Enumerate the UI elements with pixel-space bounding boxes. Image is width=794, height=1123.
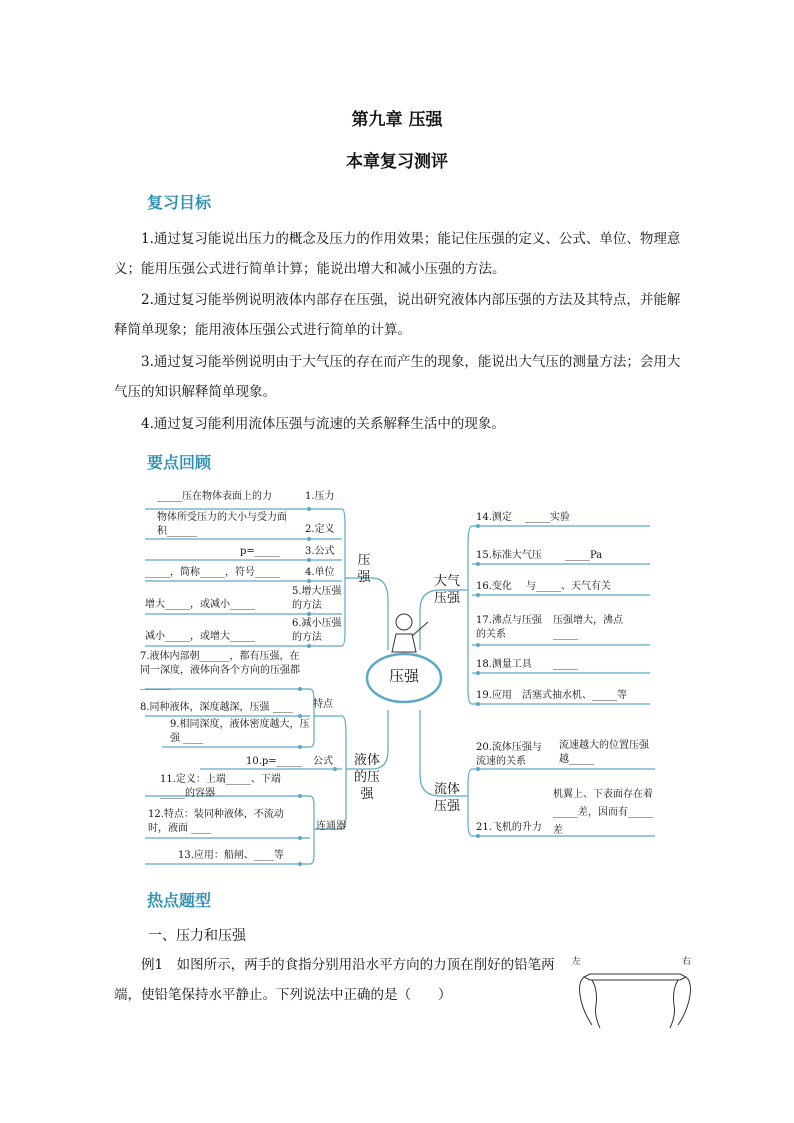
atm-label-18: 18.测量工具 — [476, 659, 532, 670]
atm-label-16: 16.变化 — [476, 581, 512, 592]
pencil-figure — [570, 950, 700, 1035]
atm-desc-16: 与_____、天气有关 — [526, 581, 611, 592]
goal-item-2: 2.通过复习能举例说明液体内部存在压强，说出研究液体内部压强的方法及其特点，并能解释简单现象；能用液体压强公式进行简单的计算。 — [114, 292, 681, 338]
atm-label-19: 19.应用 — [476, 690, 512, 701]
atm-label-17: 17.沸点与压强的关系 — [476, 615, 542, 640]
review-goals-heading: 复习目标 — [147, 193, 212, 212]
fluid-label-20: 20.流体压强与流速的关系 — [476, 742, 542, 767]
solid-label-5: 5.增大压强的方法 — [292, 586, 342, 611]
teacher-figure-icon — [392, 614, 428, 652]
atm-desc-14: _____实验 — [525, 512, 570, 523]
liquid-sub-connected-vessel: 连通器 — [316, 821, 346, 832]
solid-desc-6: 减小_____，或增大_____ — [145, 631, 255, 642]
solid-label-4: 4.单位 — [305, 567, 335, 578]
key-points-heading: 要点回顾 — [147, 453, 212, 472]
atm-desc-18: _____ — [553, 659, 578, 670]
pencil-hands-icon — [570, 950, 700, 1035]
hot-topics-heading: 热点题型 — [147, 891, 212, 910]
figure-right-label: 右 — [682, 957, 692, 967]
liquid-item-7: 7.液体内部朝______，都有压强，在同一深度，液体向各个方向的压强都______ — [140, 651, 300, 690]
goal-item-1: 1.通过复习能说出压力的概念及压力的作用效果；能记住压强的定义、公式、单位、物理意义；能用压强公式进行简单计算；能说出增大和减小压强的方法。 — [114, 231, 681, 277]
topic-pressure-force: 一、压力和压强 — [148, 928, 246, 944]
solid-label-1: 1.压力 — [305, 491, 335, 502]
liquid-item-9: 9.相同深度，液体密度越大，压强 ____ — [170, 719, 310, 744]
solid-desc-2: 物体所受压力的大小与受力面积______ — [157, 512, 287, 537]
solid-desc-4: _____，简称_____，符号_____ — [145, 567, 280, 578]
branch-fluid-pressure: 流体压强 — [433, 782, 460, 814]
figure-left-label: 左 — [572, 957, 582, 967]
fluid-desc-20: 流速越大的位置压强越_____ — [559, 740, 649, 765]
solid-desc-3: p=_____ — [240, 546, 280, 557]
solid-label-2: 2.定义 — [305, 524, 335, 535]
atm-desc-19: 活塞式抽水机、_____等 — [522, 690, 627, 701]
fluid-desc-21: 机翼上、下表面存在着_____差，因而有_____差 — [553, 789, 653, 836]
solid-desc-1: _____压在物体表面上的力 — [157, 491, 272, 502]
goal-item-4: 4.通过复习能利用流体压强与流速的关系解释生活中的现象。 — [141, 416, 505, 432]
mind-map-center: 压强 — [388, 667, 419, 685]
liquid-sub-features: 特点 — [313, 699, 333, 710]
chapter-title: 第九章 压强 — [351, 110, 443, 130]
liquid-item-8: 8.同种液体，深度越深，压强 ____ — [140, 702, 293, 713]
page-subtitle: 本章复习测评 — [346, 152, 448, 172]
branch-solid-pressure: 压强 — [357, 553, 371, 585]
solid-label-6: 6.减小压强的方法 — [292, 618, 342, 643]
liquid-item-11: 11.定义：上端_____、下端_____的容器 — [160, 774, 281, 799]
atm-label-15: 15.标准大气压 — [476, 550, 542, 561]
liquid-item-10: 10.p=_____ — [246, 756, 302, 767]
atm-label-14: 14.测定 — [476, 512, 512, 523]
atm-desc-15: _____Pa — [565, 550, 603, 561]
goal-item-3: 3.通过复习能举例说明由于大气压的存在而产生的现象，能说出大气压的测量方法；会用大气压的知识解释简单现象。 — [114, 354, 681, 400]
liquid-item-12: 12.特点：装同种液体，不流动时，液面 ____ — [148, 809, 284, 834]
atm-desc-17: 压强增大，沸点_____ — [553, 615, 623, 640]
solid-desc-5: 增大_____，或减小_____ — [145, 599, 255, 610]
branch-liquid-pressure: 液体的压强 — [353, 753, 380, 802]
liquid-item-13: 13.应用：船闸、____等 — [178, 850, 284, 861]
liquid-sub-formula: 公式 — [313, 756, 333, 767]
example-1-question: 例1 如图所示，两手的食指分别用沿水平方向的力顶在削好的铅笔两端，使铅笔保持水平静止。下列说法中正确的是（ ） — [114, 957, 555, 1003]
solid-label-3: 3.公式 — [305, 546, 335, 557]
fluid-label-21: 21.飞机的升力 — [476, 822, 542, 833]
branch-atmospheric-pressure: 大气压强 — [433, 574, 460, 606]
